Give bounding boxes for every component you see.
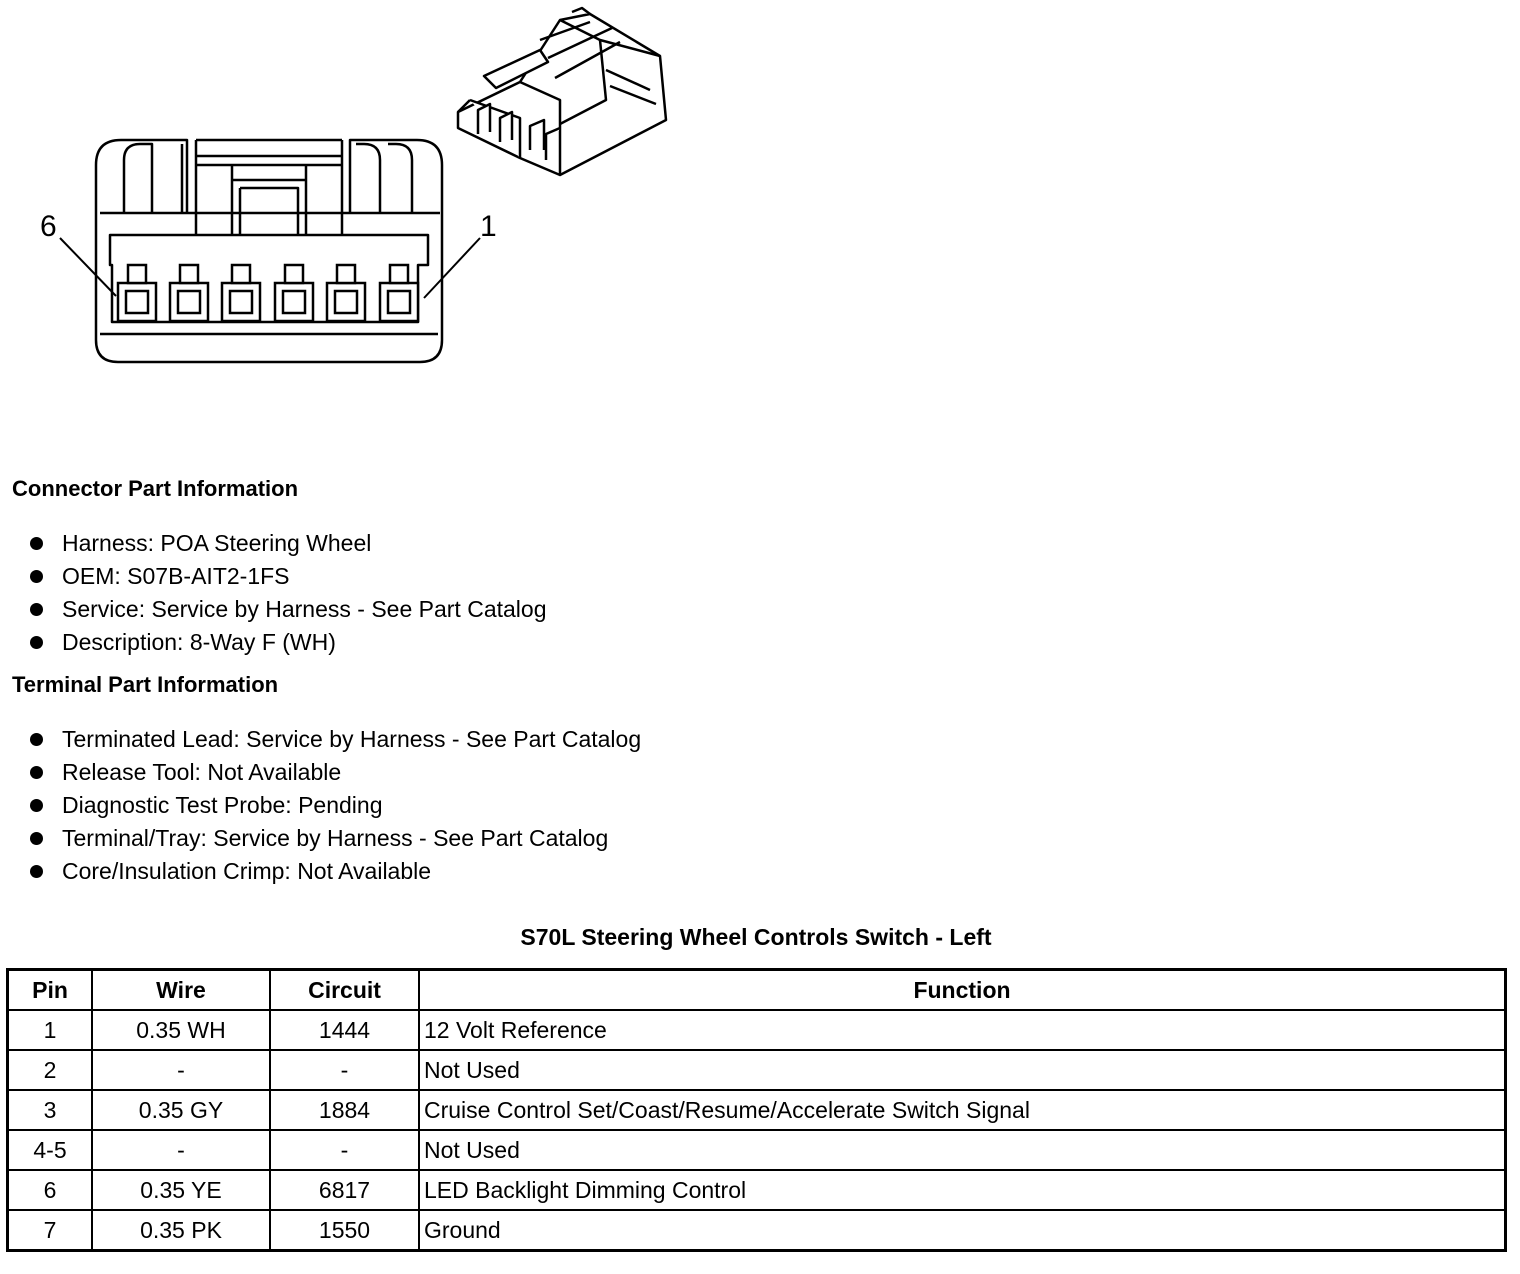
header-wire: Wire <box>92 970 270 1011</box>
terminal-info-list <box>28 723 641 888</box>
cell-wire: - <box>92 1130 270 1170</box>
bullet-icon <box>30 603 43 616</box>
cell-pin: 4-5 <box>8 1130 93 1170</box>
list-item: Core/Insulation Crimp: Not Available <box>28 855 641 888</box>
list-item: Harness: POA Steering Wheel <box>28 527 546 560</box>
cell-circuit: - <box>270 1130 419 1170</box>
connector-diagram <box>0 0 700 400</box>
cell-wire: 0.35 WH <box>92 1010 270 1050</box>
cell-function: Not Used <box>419 1130 1506 1170</box>
bullet-icon <box>30 865 43 878</box>
bullet-icon <box>30 832 43 845</box>
cell-pin: 1 <box>8 1010 93 1050</box>
pin-1-leader <box>424 238 480 298</box>
terminal-cavities <box>118 265 418 321</box>
header-circuit: Circuit <box>270 970 419 1011</box>
bullet-icon <box>30 636 43 649</box>
cell-circuit: 1550 <box>270 1210 419 1251</box>
table-row <box>8 1170 1506 1210</box>
pinout-table <box>6 968 1507 1252</box>
cell-function: Ground <box>419 1210 1506 1251</box>
header-function: Function <box>419 970 1506 1011</box>
cell-circuit: 1884 <box>270 1090 419 1130</box>
list-item: Release Tool: Not Available <box>28 756 641 789</box>
cell-pin: 3 <box>8 1090 93 1130</box>
connector-housing-outline <box>96 140 442 362</box>
cell-wire: - <box>92 1050 270 1090</box>
cell-pin: 2 <box>8 1050 93 1090</box>
cell-circuit: 6817 <box>270 1170 419 1210</box>
cell-circuit: 1444 <box>270 1010 419 1050</box>
table-row <box>8 1010 1506 1050</box>
table-header-row <box>8 970 1506 1011</box>
list-item: OEM: S07B-AIT2-1FS <box>28 560 546 593</box>
bullet-icon <box>30 570 43 583</box>
connector-info-heading: Connector Part Information <box>12 476 299 501</box>
connector-info-list <box>28 527 546 659</box>
table-row <box>8 1130 1506 1170</box>
bullet-icon <box>30 733 43 746</box>
bullet-icon <box>30 766 43 779</box>
pin-label-right: 1 <box>480 210 497 243</box>
cell-function: 12 Volt Reference <box>419 1010 1506 1050</box>
pin-label-left: 6 <box>40 210 57 243</box>
list-item: Service: Service by Harness - See Part Catalog <box>28 593 546 626</box>
list-item: Diagnostic Test Probe: Pending <box>28 789 641 822</box>
table-row <box>8 1090 1506 1130</box>
bullet-icon <box>30 799 43 812</box>
list-item: Terminated Lead: Service by Harness - See Part Catalog <box>28 723 641 756</box>
cell-function: Cruise Control Set/Coast/Resume/Accelerate Switch Signal <box>419 1090 1506 1130</box>
table-row <box>8 1210 1506 1251</box>
bullet-icon <box>30 537 43 550</box>
table-row <box>8 1050 1506 1090</box>
cell-wire: 0.35 PK <box>92 1210 270 1251</box>
cell-pin: 7 <box>8 1210 93 1251</box>
cell-circuit: - <box>270 1050 419 1090</box>
cell-function: Not Used <box>419 1050 1506 1090</box>
cell-wire: 0.35 YE <box>92 1170 270 1210</box>
terminal-info-heading: Terminal Part Information <box>12 672 279 697</box>
list-item: Terminal/Tray: Service by Harness - See Part Catalog <box>28 822 641 855</box>
table-title: S70L Steering Wheel Controls Switch - Left <box>520 924 992 950</box>
list-item: Description: 8-Way F (WH) <box>28 626 546 659</box>
cell-function: LED Backlight Dimming Control <box>419 1170 1506 1210</box>
cell-wire: 0.35 GY <box>92 1090 270 1130</box>
pin-6-leader <box>60 238 116 296</box>
header-pin: Pin <box>8 970 93 1011</box>
connector-isometric <box>458 8 666 175</box>
cell-pin: 6 <box>8 1170 93 1210</box>
